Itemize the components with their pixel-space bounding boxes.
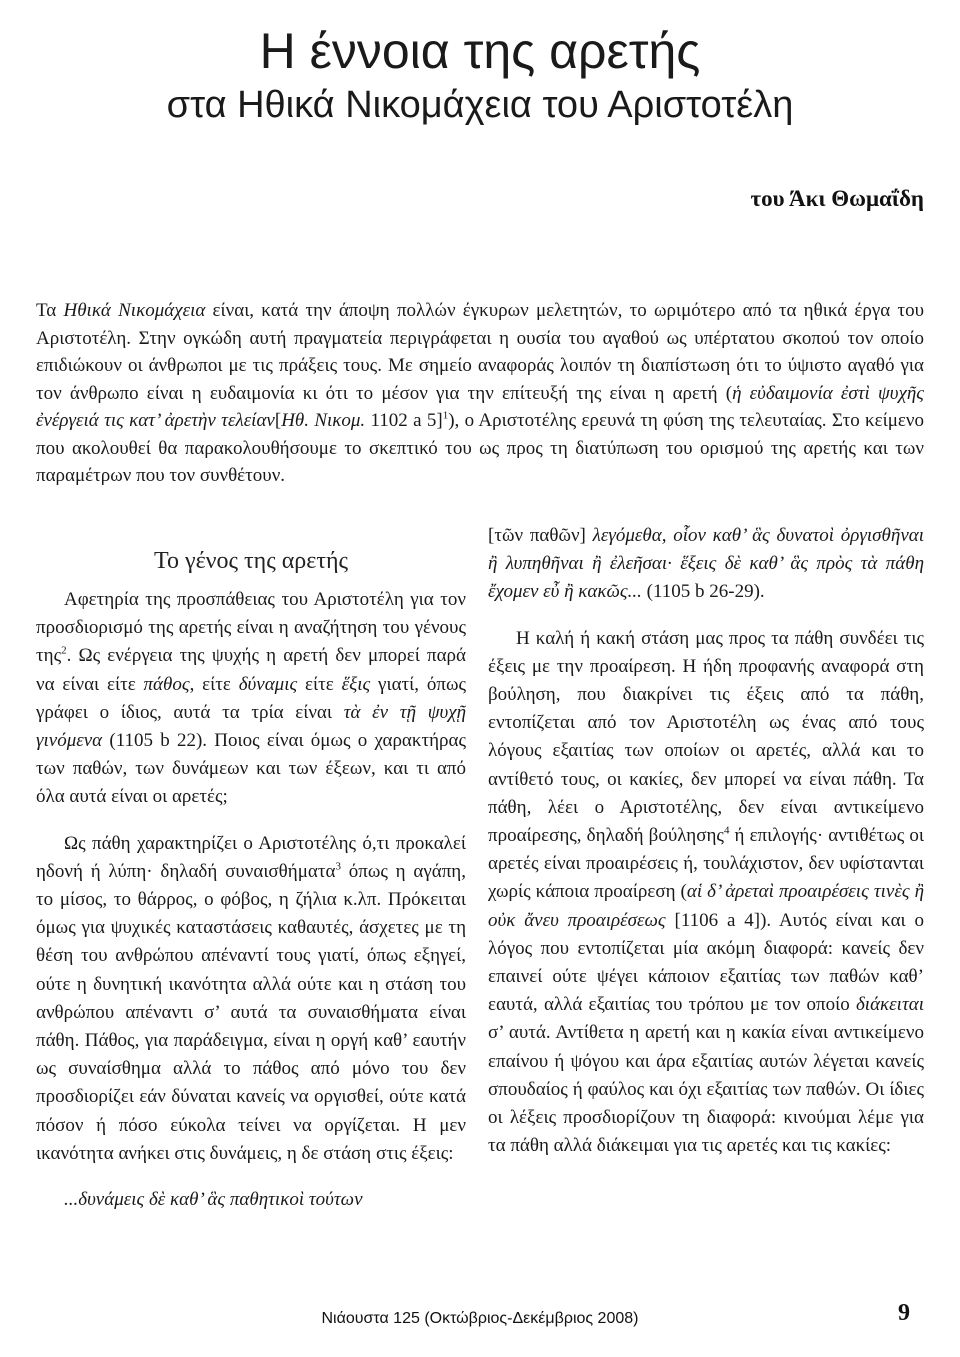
text-run: (1105 b 26-29).: [641, 581, 765, 603]
page-number: 9: [898, 1300, 910, 1326]
text-run: Αφετηρία της προσπάθειας του Αριστοτέλη για τον προσδιορισμό της αρετής είναι η αναζήτηση του γένους της: [36, 589, 466, 667]
intro-greek-quote: ἡ εὐδαιμονία ἐστὶ ψυχῆς ἐνέργειά τις κατ’ ἀρετὴν τελείαν: [36, 382, 924, 431]
footnote-ref-2: 2: [61, 645, 67, 658]
text-run: ή επιλογής· αντιθέτως οι αρετές είναι προαιρέσεις ή, τουλάχιστον, δεν υφίστανται χωρίς κάποια προαίρεση (: [488, 825, 924, 903]
text-run: σ’ αυτά. Αντίθετα η αρετή και η κακία είναι αντικείμενο επαίνου ή ψόγου και άρα εξαιτίας αυτών λέγεται κανείς σπουδαίος ή φαύλος και όχι εξαιτίας των παθών. Οι ίδιες οι λέξεις προσδιορίζουν τη διαφορά: κινούμαι λέμε για τα πάθη αλλά διάκειμαι για τις αρετές και τις κακίες:: [488, 1022, 924, 1157]
text-run: [1106 a 4]). Αυτός είναι και ο λόγος που εντοπίζεται μία ακόμη διαφορά: κανείς δεν επαινεί ούτε ψέγει κάποιον εξαιτίας των παθών καθ’ εαυτά, αλλά εξαιτίας του τρόπου με τον οποίο: [488, 909, 925, 1016]
page-footer: Νιάουστα 125 (Οκτώβριος-Δεκέμβριος 2008): [321, 1310, 639, 1327]
italic-term: δύναμις: [238, 673, 298, 695]
footnote-ref-1: 1: [442, 409, 449, 422]
intro-text: 1102 a 5]: [365, 410, 443, 431]
article-title: Η έννοια της αρετής: [259, 23, 701, 79]
italic-term: ἕξις: [341, 673, 371, 695]
text-run: (1105 b 22). Ποιος είναι όμως ο χαρακτήρας των παθών, των δυνάμεων και των έξεων, και τι από όλα αυτά είναι οι αρετές;: [36, 730, 466, 808]
italic-term: διάκειται: [855, 994, 924, 1016]
left-paragraph-1: [36, 586, 466, 812]
intro-text: [: [274, 410, 282, 431]
intro-text: είναι, κατά την άποψη πολλών έγκυρων μελετητών, το ωριμότερο από τα ηθικά έργα του Αριστοτέλη. Στην ογκώδη αυτή πραγματεία περιγράφεται η ουσία του αγαθού ως υπέρτατου σκοπού τον οποίο επιδιώκουν οι άνθρωποι με τις πράξεις τους. Με σημείο αναφοράς λοιπόν τη διαπίστωση ότι το ύψιστο αγαθό για τον άνθρωπο είναι η ευδαιμονία κι ότι το μέσον για την επίτευξή της είναι η αρετή (: [36, 300, 924, 404]
right-column: [488, 522, 924, 1160]
author-byline: του Άκι Θωμαΐδη: [750, 186, 924, 211]
intro-citation-work: Ηθ. Νικομ.: [281, 410, 366, 431]
italic-quote: λεγόμεθα, οἷον καθ’ ἃς δυνατοὶ ὀργισθῆναι ἢ λυπηθῆναι ἢ ἐλεῆσαι· ἕξεις δὲ καθ’ ἃς πρὸς τὰ πάθη ἔχομεν εὖ ἢ κακῶς...: [488, 525, 925, 603]
left-paragraph-2: [36, 830, 466, 1168]
article-subtitle: στα Ηθικά Νικομάχεια του Αριστοτέλη: [166, 84, 794, 126]
text-run: είτε: [297, 673, 342, 695]
italic-term: πάθος: [143, 673, 190, 695]
text-run: . Ως ενέργεια της ψυχής η αρετή δεν μπορεί παρά να είναι είτε: [36, 645, 466, 695]
italic-quote: ...δυνάμεις δὲ καθ’ ἃς παθητικοὶ τούτων: [64, 1189, 363, 1211]
left-column: [36, 586, 466, 1214]
left-quote: [36, 1186, 466, 1214]
footnote-ref-4: 4: [723, 824, 730, 837]
right-quote: [488, 522, 924, 607]
intro-text: Τα: [36, 300, 64, 321]
footnote-ref-3: 3: [335, 860, 341, 873]
text-run: γιατί, όπως γράφει ο ίδιος, αυτά τα τρία είναι: [36, 673, 466, 723]
italic-quote: τὰ ἐν τῇ ψυχῇ γινόμενα: [36, 701, 466, 752]
section-heading: Το γένος της αρετής: [153, 548, 349, 574]
text-run: [τῶν παθῶν]: [488, 525, 593, 546]
text-run: Η καλή ή κακή στάση μας προς τα πάθη συνδέει τις έξεις με την προαίρεση. Η ήδη προφανής αναφορά στη βούληση, που διακρίνει τις έξεις από τα πάθη, εντοπίζεται από τον Αριστοτέλη ως ένας από τους λόγους εξαιτίας των οποίων οι αρετές, αλλά και το αντίθετό τους, οι κακίες, δεν μπορεί να είναι πάθη. Τα πάθη, λέει ο Αριστοτέλης, δεν είναι αντικείμενο προαίρεσης, δηλαδή βούλησης: [488, 627, 924, 847]
right-paragraph-1: [488, 625, 924, 1161]
text-run: Ως πάθη χαρακτηρίζει ο Αριστοτέλης ό,τι προκαλεί ηδονή ή λύπη· δηλαδή συναισθήματα: [36, 832, 466, 882]
text-run: όπως η αγάπη, το μίσος, το θάρρος, ο φόβος, η ζήλια κ.λπ. Πρόκειται όμως για ψυχικές καταστάσεις καθαυτές, άσχετες με τη θέση του ανθρώπου απέναντί τους γιατί, όπως εξηγεί, ούτε η δυνητική ικανότητα αλλά ούτε και η στάση του ανθρώπου απέναντι σ’ αυτά τα συναισθήματα είναι πάθη. Πάθος, για παράδειγμα, είναι η οργή καθ’ εαυτήν ως συναίσθημα αλλά το πάθος από μόνο του δεν προσδιορίζει εάν δύναται κανείς να οργισθεί, ούτε κατά πόσον ή πόσο εύκολα τείνει να οργίζεται. Η μεν ικανότητα ανήκει στις δυνάμεις, η δε στάση στις έξεις:: [36, 860, 466, 1164]
intro-italic-work: Ηθικά Νικομάχεια: [63, 300, 206, 321]
intro-paragraph: [36, 297, 924, 490]
intro-text: ), ο Αριστοτέλης ερευνά τη φύση της τελευταίας. Στο κείμενο που ακολουθεί θα παρακολουθήσουμε το σκεπτικό του ως προς τη διατύπωση του ορισμού της αρετής και των παραμέτρων που τον συνθέτουν.: [36, 410, 924, 486]
text-run: , είτε: [189, 673, 239, 695]
italic-quote: αἱ δ’ ἀρεταὶ προαιρέσεις τινὲς ἢ οὐκ ἄνευ προαιρέσεως: [488, 881, 924, 931]
